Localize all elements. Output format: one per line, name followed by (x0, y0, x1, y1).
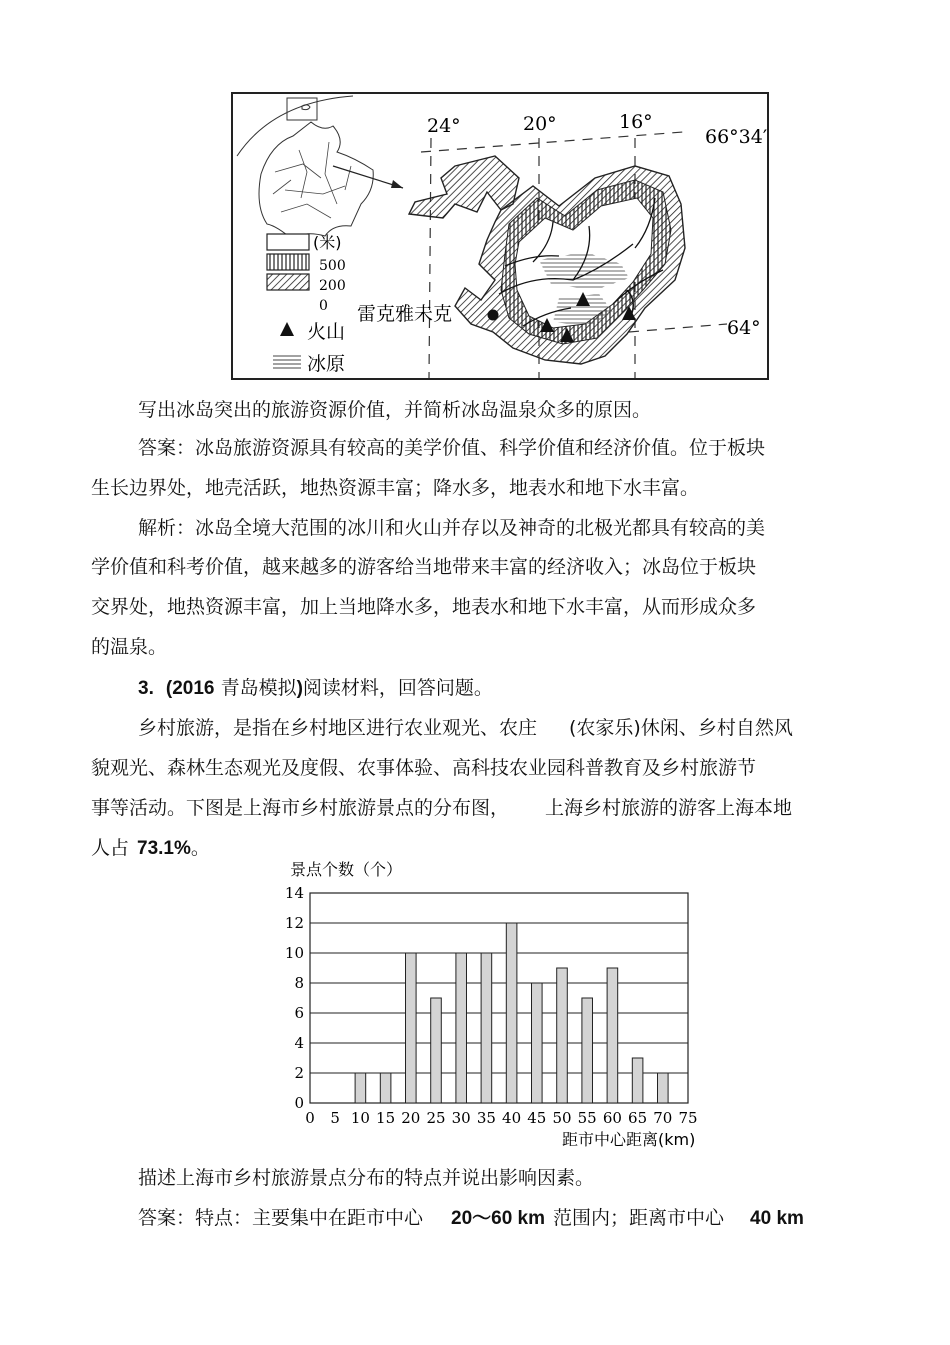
chart-ylabel: 景点个数（个） (290, 860, 403, 879)
y-tick-label: 14 (284, 884, 304, 902)
answer-1-line-2: 生长边界处，地壳活跃，地热资源丰富；降水多，地表水和地下水丰富。 (91, 477, 700, 499)
analysis-1-line-2: 学价值和科考价值，越来越多的游客给当地带来丰富的经济收入；冰岛位于板块 (91, 556, 757, 578)
x-tick-label: 75 (678, 1109, 698, 1127)
material-line-1: 乡村旅游，是指在乡村地区进行农业观光、农庄 (农家乐)休闲、乡村自然风 (138, 717, 793, 739)
bar (481, 953, 492, 1103)
y-tick-label: 6 (294, 1004, 304, 1022)
x-tick-label: 20 (401, 1109, 421, 1127)
x-tick-label: 70 (653, 1109, 673, 1127)
question-1: 写出冰岛突出的旅游资源价值，并简析冰岛温泉众多的原因。 (138, 399, 652, 421)
x-tick-label: 5 (330, 1109, 340, 1127)
legend-glacier: 冰原 (307, 353, 346, 375)
x-tick-label: 40 (502, 1109, 522, 1127)
y-tick-label: 8 (294, 974, 304, 992)
material-line-4: 人占 73.1%。 (91, 837, 210, 859)
lat-label-64: 64° (727, 317, 761, 339)
answer-1-line-1: 答案：冰岛旅游资源具有较高的美学价值、科学价值和经济价值。位于板块 (138, 437, 766, 459)
lon-label-24: 24° (427, 115, 461, 137)
bar (632, 1058, 643, 1103)
y-tick-label: 0 (294, 1094, 304, 1112)
x-tick-label: 10 (350, 1109, 370, 1127)
question-3-heading (138, 676, 493, 701)
x-tick-label: 60 (602, 1109, 622, 1127)
x-tick-label: 35 (476, 1109, 496, 1127)
material-line-2: 貌观光、森林生态观光及度假、农事体验、高科技农业园科普教育及乡村旅游节 (91, 757, 757, 779)
material-line-3: 事等活动。下图是上海市乡村旅游景点的分布图， 上海乡村旅游的游客上海本地 (91, 797, 793, 819)
analysis-1-line-1: 解析：冰岛全境大范围的冰川和火山并存以及神奇的北极光都具有较高的美 (138, 517, 766, 539)
bar (456, 953, 467, 1103)
x-tick-label: 0 (305, 1109, 315, 1127)
legend-level-200: 200 (319, 278, 346, 294)
question-2: 描述上海市乡村旅游景点分布的特点并说出影响因素。 (138, 1167, 595, 1189)
y-tick-label: 2 (294, 1064, 304, 1082)
legend-level-500: 500 (319, 258, 346, 274)
reykjavik-dot (488, 310, 499, 321)
iceland-map-figure (231, 92, 769, 380)
map-legend (267, 233, 346, 375)
chart-y-ticks (285, 884, 304, 1112)
analysis-1-line-4: 的温泉。 (91, 636, 168, 658)
bar-chart (280, 855, 730, 1155)
bar (532, 983, 543, 1103)
bar (582, 998, 593, 1103)
question-number: 3. (138, 678, 154, 699)
x-tick-label: 55 (577, 1109, 597, 1127)
x-tick-label: 30 (451, 1109, 471, 1127)
bar (506, 923, 517, 1103)
x-tick-label: 15 (376, 1109, 396, 1127)
x-tick-label: 25 (426, 1109, 446, 1127)
plot-frame (310, 893, 688, 1103)
bar (355, 1073, 366, 1103)
legend-level-0: 0 (319, 298, 328, 314)
chart-xlabel: 距市中心距离(km) (562, 1130, 696, 1149)
question-source: 青岛模拟 (220, 677, 297, 699)
reykjavik-label: 雷克雅未克 (357, 303, 453, 325)
bar (406, 953, 417, 1103)
question-year: (2016 (165, 678, 215, 699)
bar (380, 1073, 391, 1103)
y-tick-label: 4 (294, 1034, 304, 1052)
iceland-map (233, 94, 767, 378)
bar (658, 1073, 669, 1103)
bar (607, 968, 618, 1103)
inset-map (237, 96, 403, 240)
lon-label-16: 16° (619, 111, 653, 133)
lat-label-66-34: 66°34′ (705, 126, 767, 148)
y-tick-label: 10 (284, 944, 304, 962)
volcano-icon (280, 322, 294, 336)
lon-label-20: 20° (523, 113, 557, 135)
x-tick-label: 45 (527, 1109, 547, 1127)
question-task: 阅读材料，回答问题。 (302, 677, 493, 699)
legend-volcano: 火山 (307, 321, 346, 343)
iceland-island (409, 156, 685, 364)
legend-unit: (米) (313, 233, 342, 252)
bar (431, 998, 442, 1103)
bar (557, 968, 568, 1103)
x-tick-label: 50 (552, 1109, 572, 1127)
question-source-close: ) (296, 678, 303, 699)
chart-x-ticks (305, 1109, 697, 1127)
answer-2: 答案：特点：主要集中在距市中心 20～60 km 范围内；距离市中心 40 km (138, 1207, 804, 1229)
chart-grid (310, 893, 688, 1103)
y-tick-label: 12 (284, 914, 304, 932)
x-tick-label: 65 (628, 1109, 648, 1127)
analysis-1-line-3: 交界处，地热资源丰富，加上当地降水多，地表水和地下水丰富，从而形成众多 (91, 596, 757, 618)
